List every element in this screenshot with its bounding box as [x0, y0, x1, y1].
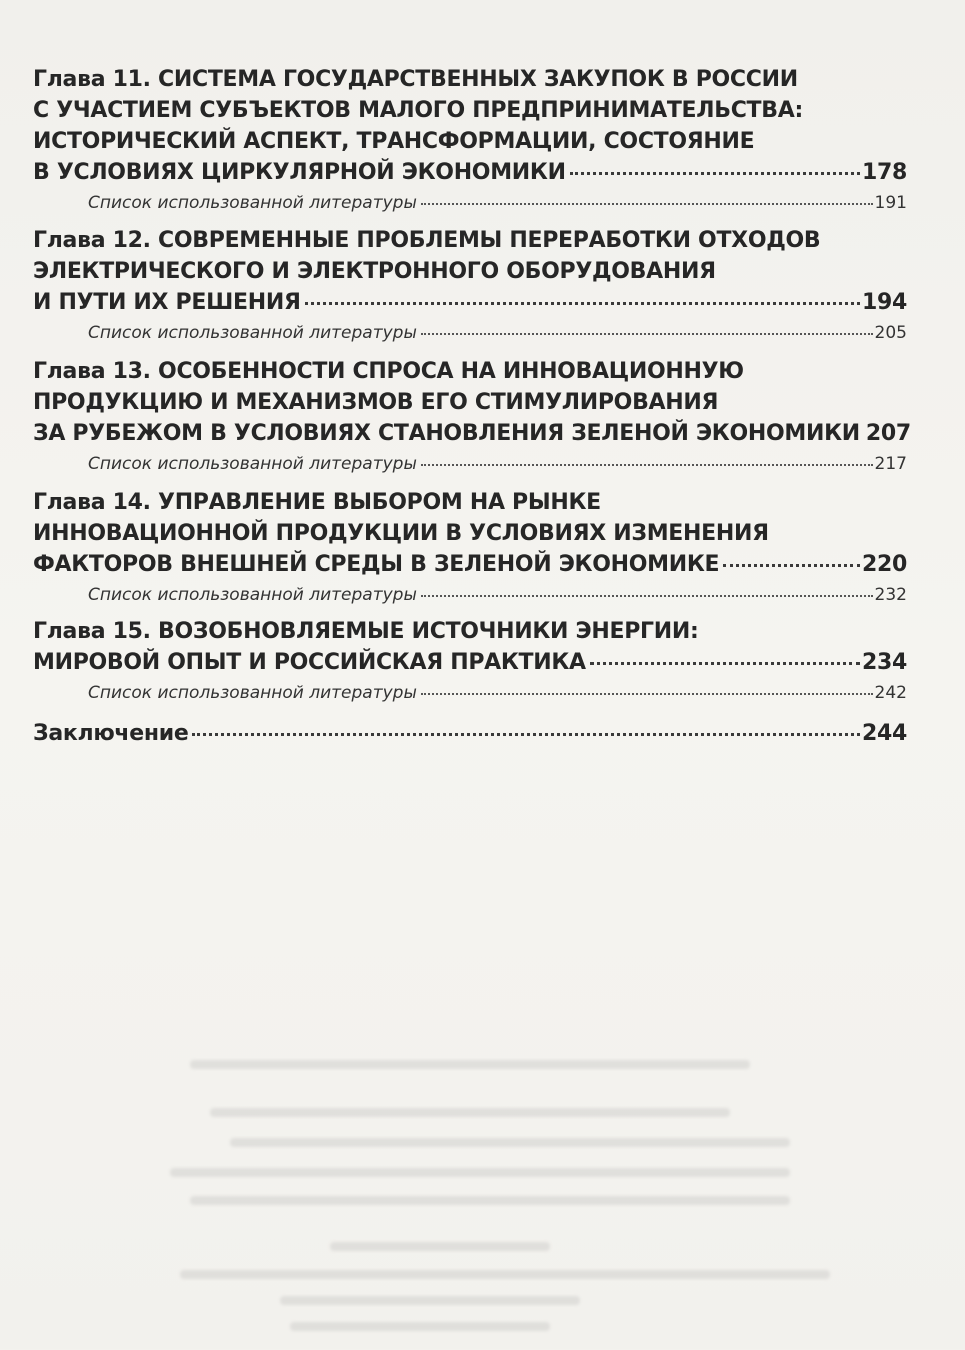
dot-leader — [570, 172, 860, 175]
chapter-title-line: Глава 15. ВОЗОБНОВЛЯЕМЫЕ ИСТОЧНИКИ ЭНЕРГИИ: — [33, 619, 699, 644]
toc-entry-chapter-13[interactable] — [33, 356, 911, 449]
references-page-number: 242 — [874, 683, 907, 703]
references-label: Список использованной литературы — [88, 323, 417, 343]
toc-entry-references-13[interactable] — [88, 452, 907, 476]
chapter-page-number: 220 — [861, 552, 907, 577]
chapter-title-line: Глава 12. СОВРЕМЕННЫЕ ПРОБЛЕМЫ ПЕРЕРАБОТКИ ОТХОДОВ — [33, 228, 821, 253]
dot-leader — [421, 693, 873, 695]
references-page-number: 232 — [874, 585, 907, 605]
conclusion-line — [33, 718, 907, 749]
chapter-page-number: 194 — [861, 290, 907, 315]
chapter-title-line: В УСЛОВИЯХ ЦИРКУЛЯРНОЙ ЭКОНОМИКИ — [33, 160, 566, 185]
chapter-title-line: МИРОВОЙ ОПЫТ И РОССИЙСКАЯ ПРАКТИКА — [33, 650, 586, 675]
references-page-number: 191 — [874, 193, 907, 213]
toc-entry-chapter-11[interactable] — [33, 64, 907, 188]
chapter-title-line: ИННОВАЦИОННОЙ ПРОДУКЦИИ В УСЛОВИЯХ ИЗМЕНЕНИЯ — [33, 521, 769, 546]
chapter-title-last-line — [33, 549, 907, 580]
chapter-page-number: 234 — [861, 650, 907, 675]
references-page-number: 217 — [874, 454, 907, 474]
dot-leader — [305, 302, 860, 305]
dot-leader — [421, 203, 873, 205]
chapter-title-line: ЗА РУБЕЖОМ В УСЛОВИЯХ СТАНОВЛЕНИЯ ЗЕЛЕНОЙ ЭКОНОМИКИ — [33, 421, 860, 446]
conclusion-label: Заключение — [33, 721, 189, 746]
references-label: Список использованной литературы — [88, 193, 417, 213]
chapter-title-line: ФАКТОРОВ ВНЕШНЕЙ СРЕДЫ В ЗЕЛЕНОЙ ЭКОНОМИКЕ — [33, 552, 720, 577]
toc-entry-chapter-14[interactable] — [33, 487, 907, 580]
chapter-title-last-line — [33, 287, 907, 318]
references-label: Список использованной литературы — [88, 683, 417, 703]
dot-leader — [192, 733, 859, 736]
references-label: Список использованной литературы — [88, 585, 417, 605]
table-of-contents — [33, 64, 911, 749]
chapter-title-last-line — [33, 418, 911, 449]
toc-entry-chapter-12[interactable] — [33, 225, 907, 318]
toc-entry-references-11[interactable] — [88, 191, 907, 215]
toc-entry-references-12[interactable] — [88, 321, 907, 345]
chapter-page-number: 178 — [861, 160, 907, 185]
chapter-page-number: 207 — [865, 421, 911, 446]
toc-entry-references-14[interactable] — [88, 583, 907, 607]
reverse-side-show-through — [150, 1030, 950, 1350]
dot-leader — [421, 333, 873, 335]
dot-leader — [590, 662, 860, 665]
chapter-title-line: Глава 14. УПРАВЛЕНИЕ ВЫБОРОМ НА РЫНКЕ — [33, 490, 601, 515]
dot-leader — [421, 595, 873, 597]
chapter-title-line: ПРОДУКЦИЮ И МЕХАНИЗМОВ ЕГО СТИМУЛИРОВАНИЯ — [33, 390, 719, 415]
chapter-title-last-line — [33, 647, 907, 678]
chapter-title-line: ИСТОРИЧЕСКИЙ АСПЕКТ, ТРАНСФОРМАЦИИ, СОСТОЯНИЕ — [33, 129, 755, 154]
chapter-title-last-line — [33, 157, 907, 188]
conclusion-page-number: 244 — [861, 721, 907, 746]
chapter-title-line: С УЧАСТИЕМ СУБЪЕКТОВ МАЛОГО ПРЕДПРИНИМАТЕЛЬСТВА: — [33, 98, 803, 123]
chapter-title-line: Глава 11. СИСТЕМА ГОСУДАРСТВЕННЫХ ЗАКУПОК В РОССИИ — [33, 67, 798, 92]
chapter-title-line: И ПУТИ ИХ РЕШЕНИЯ — [33, 290, 301, 315]
toc-entry-conclusion[interactable] — [33, 718, 907, 749]
toc-entry-chapter-15[interactable] — [33, 616, 907, 678]
references-label: Список использованной литературы — [88, 454, 417, 474]
dot-leader — [421, 464, 873, 466]
references-page-number: 205 — [874, 323, 907, 343]
chapter-title-line: Глава 13. ОСОБЕННОСТИ СПРОСА НА ИННОВАЦИОННУЮ — [33, 359, 744, 384]
toc-entry-references-15[interactable] — [88, 681, 907, 705]
dot-leader — [723, 564, 860, 567]
chapter-title-line: ЭЛЕКТРИЧЕСКОГО И ЭЛЕКТРОННОГО ОБОРУДОВАНИЯ — [33, 259, 716, 284]
